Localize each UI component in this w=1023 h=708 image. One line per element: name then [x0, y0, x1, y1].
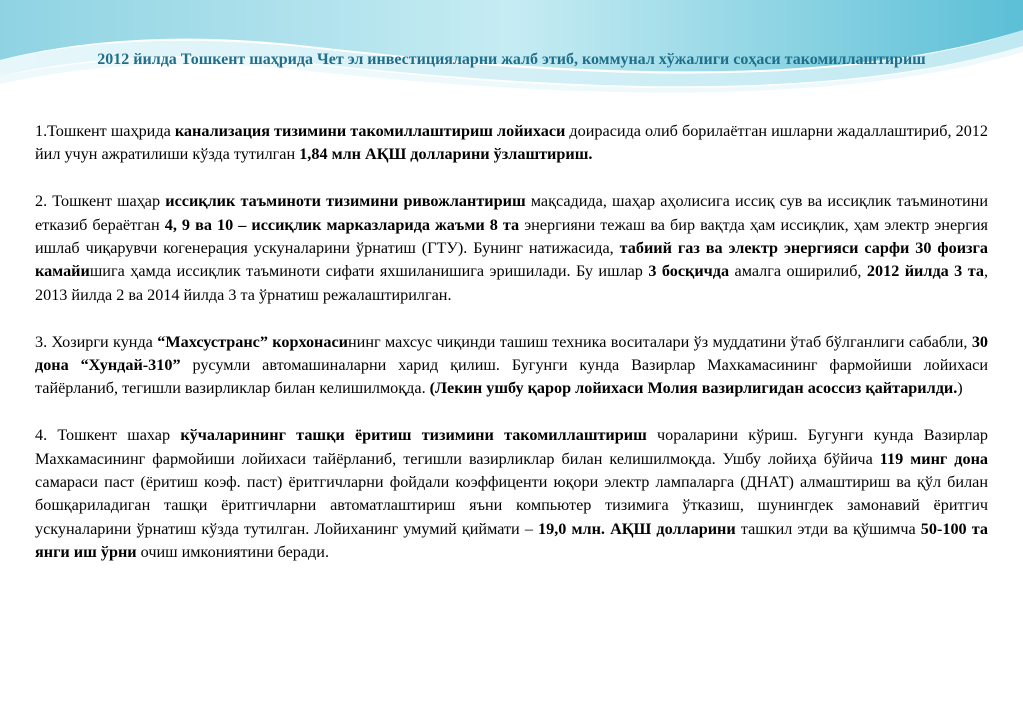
text-run-bold: (Лекин ушбу қарор лойихаси Молия вазирлигидан асоссиз қайтарилди.	[429, 379, 958, 398]
text-run: мақсадида, шаҳар аҳолисига иссиқ сув ва иссиқлик таъминотини етказиб бераётган	[35, 192, 988, 234]
text-run: нинг махсус чиқинди ташиш техника воситалари ўз муддатини ўтаб бўлганлиги сабабли,	[348, 332, 972, 351]
text-run-bold: табиий газ ва электр энергияси сарфи 30 фоизга камайи	[35, 239, 988, 281]
text-run-bold: кўчаларининг ташқи ёритиш тизимини такомиллаштириш	[180, 426, 647, 445]
text-run-bold: 3 босқичда	[648, 262, 730, 281]
page-title: 2012 йилда Тошкент шаҳрида Чет эл инвестицияларни жалб этиб, коммунал хўжалиги соҳаси такомиллаштириш	[97, 51, 926, 68]
text-run: шига ҳамда иссиқлик таъминоти сифати яхшиланишига эришилади. Бу ишлар	[89, 262, 649, 281]
text-run: 3. Хозирги кунда	[35, 332, 158, 351]
text-run: ташкил этди ва қўшимча	[735, 519, 921, 538]
text-run-bold: 50-100 та янги иш ўрни	[35, 519, 988, 562]
text-run: , 2013 йилда 2 ва 2014 йилда 3 та ўрнатиш режалаштирилган.	[35, 262, 988, 304]
text-run: 4. Тошкент шахар	[35, 426, 181, 445]
text-run: доирасида олиб борилаётган ишларни жадаллаштириб, 2012 йил учун ажратилиши кўзда тутилган	[35, 122, 988, 164]
text-run-bold: 19,0 млн. АҚШ долларини	[538, 519, 736, 538]
content-body	[35, 120, 988, 588]
text-run-bold: 1,84 млн АҚШ долларини ўзлаштириш.	[299, 145, 593, 164]
text-run-bold: 119 минг дона	[879, 449, 988, 468]
paragraph-4	[35, 424, 988, 564]
text-run-bold: иссиқлик таъминоти тизимини ривожлантириш	[165, 192, 526, 211]
paragraph-2	[35, 190, 988, 307]
text-run: русумли автомашиналарни харид қилиш. Бугунги кунда Вазирлар Махкамасининг фармойиши лойихаси тайёрланиб, тегишли вазирликлар билан келишилмоқда.	[35, 356, 988, 398]
text-run-bold: “Махсустранс” корхонаси	[157, 332, 348, 351]
text-run-bold: канализация тизимини такомиллаштириш лойихаси	[174, 122, 566, 140]
paragraph-3	[35, 331, 988, 401]
paragraph-1	[35, 120, 988, 167]
text-run: )	[957, 379, 963, 398]
text-run: очиш имкониятини беради.	[136, 543, 330, 562]
text-run: 2. Тошкент шаҳар	[35, 192, 166, 211]
text-run-bold: 2012 йилда 3 та	[866, 262, 984, 281]
text-run-bold: 30 дона “Хундай-310”	[35, 332, 989, 375]
text-run-bold: 4, 9 ва 10 – иссиқлик марказларида жаъми 8 та	[164, 215, 520, 234]
text-run: энергияни тежаш ва бир вақтда ҳам иссиқлик, ҳам электр энергия ишлаб чиқарувчи когенерация ускуналарини ўрнатиш (ГТУ). Бунинг натижасида,	[35, 215, 988, 258]
text-run: чораларини кўриш. Бугунги кунда Вазирлар Махкамасининг фармойиши лойихаси тайёрланиб, тегишли вазирликлар билан келишилмоқда. Ушбу лойиҳа бўйича	[35, 426, 989, 468]
text-run: амалга оширилиб,	[729, 262, 867, 281]
text-run: самараси паст (ёритиш коэф. паст) ёритгичларни фойдали коэффиценти юқори электр лампаларга (ДНАТ) алмаштириш ва қўл билан бошқариладиган ташқи ёритгичларни автоматлаштириш яъни компьютер тизимига ўтказиш, шунингдек замонавий ёритгич ускуналарини ўрнатиш кўзда тутилган. Лойиханинг умумий қиймати –	[35, 473, 988, 538]
text-run: 1.Тошкент шаҳрида	[35, 122, 175, 140]
